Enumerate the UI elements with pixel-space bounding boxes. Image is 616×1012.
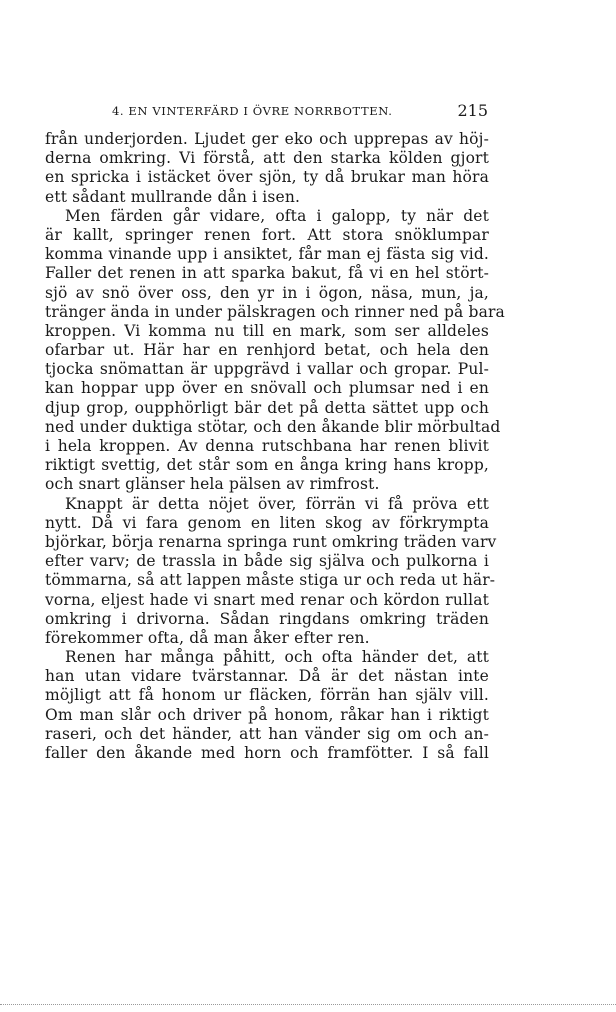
- text-line: förekommer ofta, då man åker efter ren.: [45, 628, 370, 647]
- text-line: efter varv; de trassla in både sig själva och pulkorna i: [45, 552, 489, 571]
- paragraph-first-line: Knappt är detta nöjet över, förrän vi få pröva ett: [65, 494, 489, 513]
- text-line: i hela kroppen. Av denna rutschbana har renen blivit: [45, 437, 489, 455]
- chapter-title: 4. EN VINTERFÄRD I ÖVRE NORRBOTTEN.: [112, 104, 393, 118]
- text-line: en spricka i istäcket över sjön, ty då brukar man höra: [45, 168, 489, 187]
- text-line: omkring i drivorna. Sådan ringdans omkring träden: [45, 609, 489, 628]
- text-line: möjligt att få honom ur fläcken, förrän han själv vill.: [45, 686, 489, 705]
- page-number: 215: [457, 101, 488, 120]
- text-line: faller den åkande med horn och framfötter. I så fall: [45, 744, 489, 762]
- text-line: Om man slår och driver på honom, råkar han i riktigt: [45, 705, 489, 724]
- text-line: kan hoppar upp över en snövall och plumsar ned i en: [45, 379, 489, 398]
- text-line: ofarbar ut. Här har en renhjord betat, och hela den: [45, 341, 489, 360]
- text-line: komma vinande upp i ansiktet, får man ej fästa sig vid.: [45, 245, 489, 264]
- text-line: björkar, börja renarna springa runt omkring träden varv: [45, 532, 497, 551]
- text-line: raseri, och det händer, att han vänder sig om och an-: [45, 724, 489, 743]
- body-text: [45, 130, 505, 763]
- text-line: riktigt svettig, det står som en ånga kring hans kropp,: [45, 456, 489, 475]
- text-line: djup grop, oupphörligt bär det på detta sättet upp och: [45, 398, 489, 417]
- paragraph-first-line: Renen har många påhitt, och ofta händer det, att: [65, 648, 489, 667]
- running-header: [112, 101, 488, 121]
- text-line: han utan vidare tvärstannar. Då är det nästan inte: [45, 667, 489, 686]
- text-line: tjocka snömattan är uppgrävd i vallar och gropar. Pul-: [45, 360, 489, 379]
- page-edge-divider: [0, 1004, 616, 1006]
- text-line: kroppen. Vi komma nu till en mark, som ser alldeles: [45, 321, 489, 340]
- text-line: tränger ända in under pälskragen och rinner ned på bara: [45, 302, 505, 321]
- text-line: ett sådant mullrande dån i isen.: [45, 187, 301, 206]
- text-line: ned under duktiga stötar, och den åkande blir mörbultad: [45, 417, 501, 436]
- text-line: från underjorden. Ljudet ger eko och upprepas av höj-: [45, 130, 489, 148]
- text-line: sjö av snö över oss, den yr in i ögon, näsa, mun, ja,: [45, 283, 489, 302]
- text-line: och snart glänser hela pälsen av rimfrost.: [45, 475, 380, 494]
- paragraph-first-line: Men färden går vidare, ofta i galopp, ty när det: [65, 206, 489, 225]
- text-line: derna omkring. Vi förstå, att den starka kölden gjort: [45, 149, 489, 168]
- text-line: Faller det renen in att sparka bakut, få vi en hel stört-: [45, 264, 489, 283]
- text-line: är kallt, springer renen fort. Att stora snöklumpar: [45, 225, 489, 244]
- text-line: tömmarna, så att lappen måste stiga ur och reda ut här-: [45, 571, 496, 590]
- text-line: vorna, eljest hade vi snart med renar och kördon rullat: [45, 590, 489, 609]
- text-line: nytt. Då vi fara genom en liten skog av förkrympta: [45, 513, 489, 532]
